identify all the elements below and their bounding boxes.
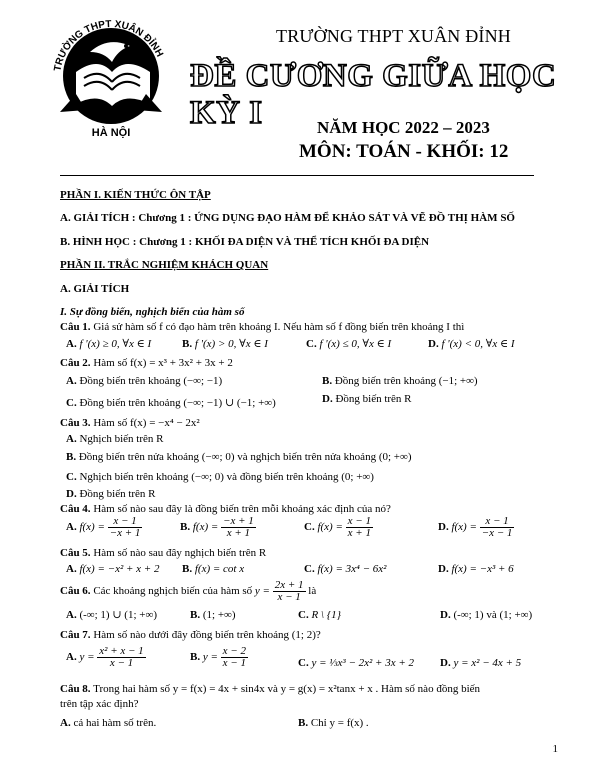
question-8: Câu 8. Trong hai hàm số y = f(x) = 4x + sin4x và y = g(x) = x²tanx + x . Hàm số nào đồng biến <box>60 683 481 695</box>
part2-heading: PHẦN II. TRẮC NGHIỆM KHÁCH QUAN <box>60 259 269 271</box>
geometry-chapter-label: B. HÌNH HỌC : Chương 1 : <box>60 236 195 248</box>
q3-option-a: A. Nghịch biến trên R <box>66 433 164 445</box>
q7-option-a: A. y = $\frac{\text{x² + x − 1}}{x - 1}$ <box>66 645 144 669</box>
question-4: Câu 4. Hàm số nào sau đây là đồng biến trên mỗi khoảng xác định của nó? <box>60 503 391 515</box>
question-2: Câu 2. Hàm số f(x) = x³ + 3x² + 3x + 2 <box>60 357 233 369</box>
q1-option-b: B. f '(x) > 0, ∀x ∈ I <box>182 338 268 350</box>
analysis-chapter-topic: ỨNG DỤNG ĐẠO HÀM ĐỂ KHẢO SÁT VÀ VẼ ĐỒ THỊ HÀM SỐ <box>194 212 515 224</box>
analysis-heading: A. GIẢI TÍCH <box>60 283 130 295</box>
logo-top-text: TRƯỜNG THPT XUÂN ĐỈNH <box>52 18 165 73</box>
q7-option-b: B. y = $\frac{x - 2}{x - 1}$ <box>190 645 246 669</box>
q5-option-b: B. f(x) = cot x <box>182 563 245 575</box>
q2-option-b: B. Đồng biến trên khoảng (−1; +∞) <box>322 375 478 387</box>
q6-option-a: A. (-∞; 1) ∪ (1; +∞) <box>66 609 157 621</box>
q5-option-c: C. f(x) = 3x⁴ − 6x² <box>304 563 387 575</box>
document-title: ĐỀ CƯƠNG GIỮA HỌC KỲ I <box>190 58 557 131</box>
topic1-heading: I. Sự đồng biến, nghịch biến của hàm số <box>60 306 245 318</box>
subject-line: MÔN: TOÁN - KHỐI: 12 <box>299 141 509 162</box>
q3-option-d: D. Đồng biến trên R <box>66 488 156 500</box>
q6-option-c: C. R \ {1} <box>298 609 342 621</box>
analysis-chapter-label: A. GIẢI TÍCH : Chương 1 : <box>60 212 195 224</box>
analysis-chapter-line <box>60 211 515 225</box>
header-divider <box>60 175 534 176</box>
q3-option-b: B. Đồng biến trên nửa khoảng (−∞; 0) và nghịch biến trên nửa khoảng (0; +∞) <box>66 451 412 463</box>
q1-option-c: C. f '(x) ≤ 0, ∀x ∈ I <box>306 338 392 350</box>
question-6: Câu 6. Các khoảng nghịch biến của hàm số y = $\frac{2x + 1}{x - 1}$ là <box>60 579 317 603</box>
question-5: Câu 5. Hàm số nào sau đây nghịch biến trên R <box>60 547 267 559</box>
q3-option-c: C. Nghịch biến trên khoảng (−∞; 0) và đồng biến trên khoảng (0; +∞) <box>66 471 374 483</box>
q7-option-c: C. y = ⅓x³ − 2x² + 3x + 2 <box>298 657 415 669</box>
question-8-cont: trên tập xác định? <box>60 698 139 710</box>
part1-heading: PHẦN I. KIẾN THỨC ÔN TẬP <box>60 189 211 201</box>
q8-option-b: B. Chỉ y = f(x) . <box>298 717 369 729</box>
q6-option-d: D. (-∞; 1) và (1; +∞) <box>440 609 533 621</box>
question-1: Câu 1. Giả sử hàm số f có đạo hàm trên khoảng I. Nếu hàm số f đồng biến trên khoảng I thì <box>60 321 465 333</box>
school-name: TRƯỜNG THPT XUÂN ĐỈNH <box>276 26 512 46</box>
q4-option-b: B. f(x) = $\frac{-x + 1}{x + 1}$ <box>180 515 254 539</box>
q5-option-a: A. f(x) = −x² + x + 2 <box>66 563 160 575</box>
q4-option-c: C. f(x) = $\frac{x - 1}{x + 1}$ <box>304 515 371 539</box>
q4-option-d: D. f(x) = $\frac{x - 1}{-x - 1}$ <box>438 515 513 539</box>
question-3: Câu 3. Hàm số f(x) = −x⁴ − 2x² <box>60 417 200 429</box>
q1-option-d: D. f '(x) < 0, ∀x ∈ I <box>428 338 515 350</box>
geometry-chapter-line <box>60 235 429 249</box>
page-number: 1 <box>552 743 558 755</box>
question-7: Câu 7. Hàm số nào dưới đây đồng biến trên khoảng (1; 2)? <box>60 629 321 641</box>
q8-option-a: A. cả hai hàm số trên. <box>60 717 157 729</box>
q4-option-a: A. f(x) = $\frac{x - 1}{-x + 1}$ <box>66 515 141 539</box>
q2-option-d: D. Đồng biến trên R <box>322 393 412 405</box>
geometry-chapter-topic: KHỐI ĐA DIỆN VÀ THỂ TÍCH KHỐI ĐA DIỆN <box>194 236 430 248</box>
q6-option-b: B. (1; +∞) <box>190 609 236 621</box>
q1-option-a: A. f '(x) ≥ 0, ∀x ∈ I <box>66 338 152 350</box>
school-year: NĂM HỌC 2022 – 2023 <box>317 118 490 137</box>
q5-option-d: D. f(x) = −x³ + 6 <box>438 563 514 575</box>
q2-option-a: A. Đồng biến trên khoảng (−∞; −1) <box>66 375 223 387</box>
logo-bottom-text: HÀ NỘI <box>91 127 131 139</box>
q7-option-d: D. y = x² − 4x + 5 <box>440 657 522 669</box>
q2-option-c: C. Đồng biến trên khoảng (−∞; −1) ∪ (−1; +∞) <box>66 397 276 409</box>
school-logo <box>46 12 176 140</box>
